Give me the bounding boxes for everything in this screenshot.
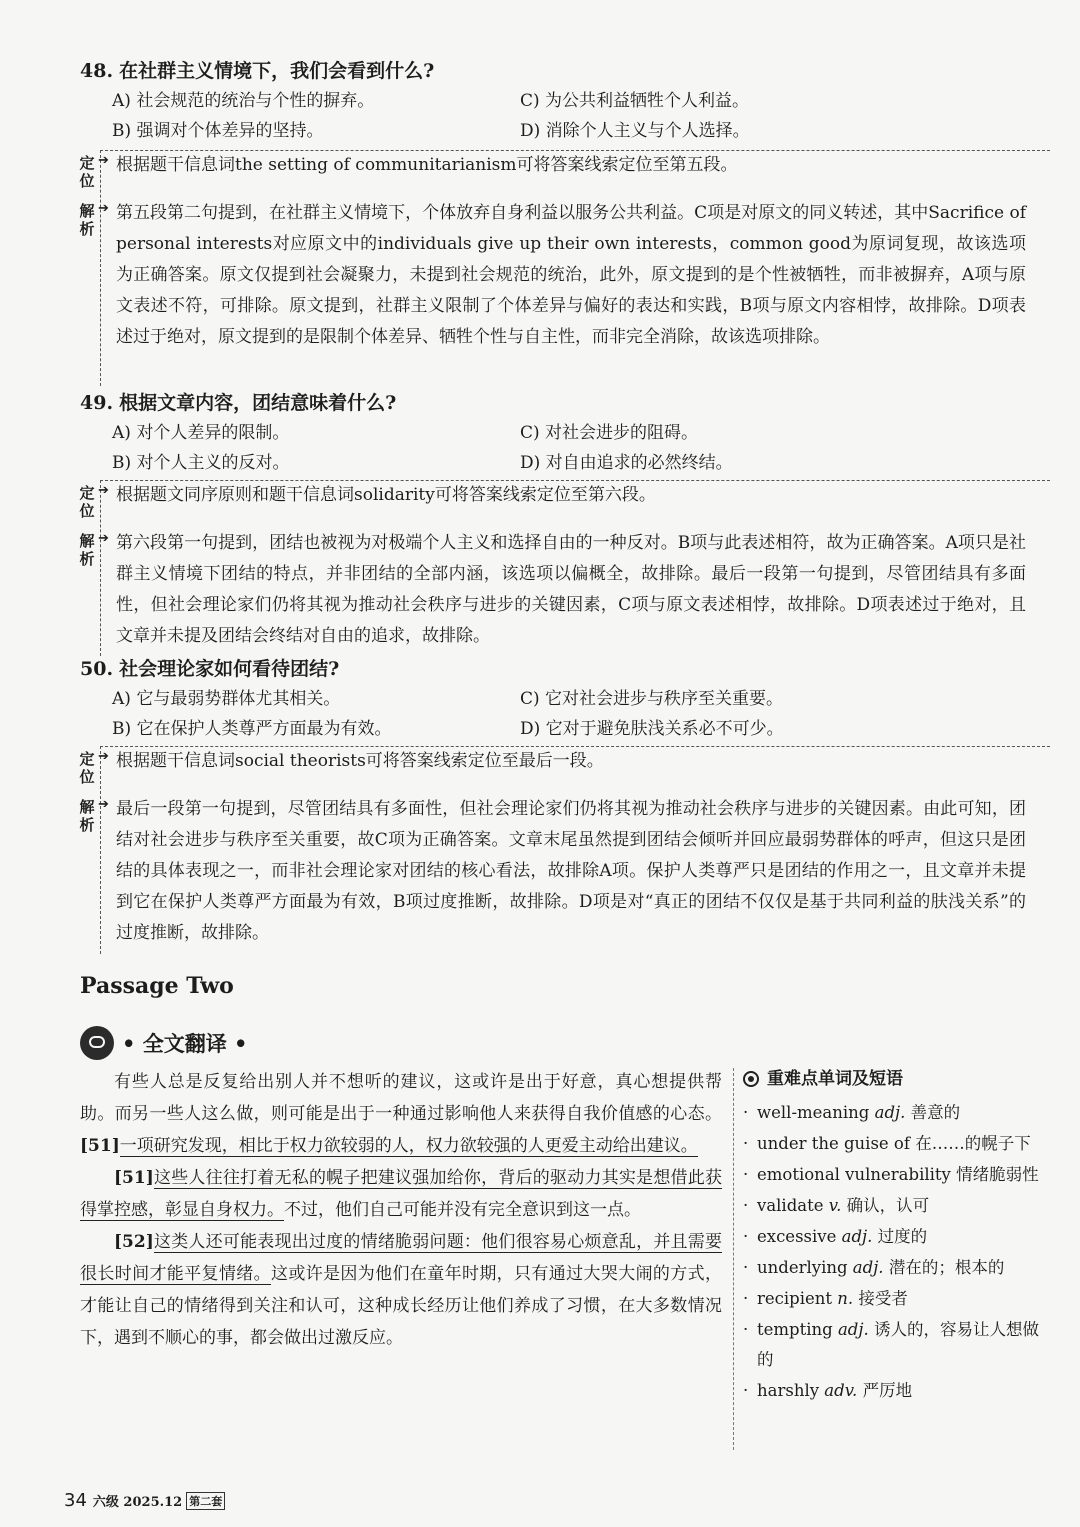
divider [100,746,101,954]
locate-text: 根据题文同序原则和题干信息词solidarity可将答案线索定位至第六段。 [116,485,656,505]
page-footer [64,1490,225,1511]
option-a: A) 对个人差异的限制。 [112,423,290,443]
question-49 [80,390,1030,476]
vocab-title: 重难点单词及短语 [767,1069,903,1089]
vocab-item: · tempting adj. 诱人的，容易让人想做的 [743,1315,1043,1375]
option-d: D) 它对于避免肤浅关系必不可少。 [520,719,784,739]
option-c: C) 为公共利益牺牲个人利益。 [520,91,750,111]
vocab-item: · excessive adj. 过度的 [743,1222,1043,1252]
vocab-item: · harshly adv. 严厉地 [743,1376,1043,1406]
arrow-icon: ➔ [98,531,109,546]
translation-paragraph: 有些人总是反复给出别人并不想听的建议，这或许是出于好意，真心想提供帮助。而另一些人这么做，则可能是出于一种通过影响他人来获得自我价值感的心态。[51]一项研究发现，相比于权力欲较弱的人，权力欲较强的人更爱主动给出建议。 [80,1072,722,1156]
locate-tag: 定 位 [79,484,95,520]
analysis-text: 最后一段第一句提到，尽管团结具有多面性，但社会理论家们仍将其视为推动社会秩序与进步的关键因素。由此可知，团结对社会进步与秩序至关重要，故C项为正确答案。文章末尾虽然提到团结会倾听并回应最弱势群体的呼声，但这只是团结的具体表现之一，而非社会理论家对团结的核心看法，故排除A项。保护人类尊严只是团结的作用之一，且文章并未提到它在保护人类尊严方面最为有效，B项过度推断，故排除。D项是对“真正的团结不仅仅是基于共同利益的肤浅关系”的过度推断，故排除。 [116,799,1026,943]
locate-text: 根据题干信息词social theorists可将答案线索定位至最后一段。 [116,751,604,771]
vocab-item: · under the guise of 在……的幌子下 [743,1129,1043,1159]
question-text: 社会理论家如何看待团结? [119,658,340,680]
vocab-header [743,1066,1043,1092]
analysis-tag: 解 析 [79,532,95,568]
set-label: 第二套 [186,1492,225,1510]
arrow-icon: ➔ [98,201,109,216]
arrow-icon: ➔ [98,749,109,764]
section-label: • 全文翻译 • [122,1031,248,1056]
analysis-tag: 解 析 [79,798,95,834]
question-50 [80,656,1030,742]
option-b: B) 强调对个体差异的坚持。 [112,121,324,141]
analysis-text: 第六段第一句提到，团结也被视为对极端个人主义和选择自由的一种反对。B项与此表述相符，故为正确答案。A项只是社群主义情境下团结的特点，并非团结的全部内涵，该选项以偏概全，故排除。最后一段第一句提到，尽管团结具有多面性，但社会理论家们仍将其视为推动社会秩序与进步的关键因素，C项与原文表述相悖，故排除。D项表述过于绝对，且文章并未提及团结会终结对自由的追求，故排除。 [116,533,1026,646]
question-marker: [51] [114,1168,154,1188]
vocab-item: · well-meaning adj. 善意的 [743,1098,1043,1128]
vocab-item: · underlying adj. 潜在的；根本的 [743,1253,1043,1283]
locate-tag: 定 位 [79,154,95,190]
question-number: 49. [80,392,114,414]
vocab-list [743,1098,1043,1406]
option-a: A) 社会规范的统治与个性的摒弃。 [112,91,375,111]
vocab-box [743,1066,1043,1407]
arrow-icon: ➔ [98,153,109,168]
question-text: 在社群主义情境下，我们会看到什么? [119,60,435,82]
underlined-text: 这些人往往打着无私的幌子把建议强加给你，背后的驱动力其实是想借此获得掌控感，彰显自身权力。 [80,1168,722,1220]
question-title [80,656,1030,682]
arrow-icon: ➔ [98,483,109,498]
underlined-text: 这类人还可能表现出过度的情绪脆弱问题：他们很容易心烦意乱，并且需要很长时间才能平复情绪。 [80,1232,722,1284]
option-d: D) 对自由追求的必然终结。 [520,453,733,473]
translation-paragraph: [52]这类人还可能表现出过度的情绪脆弱问题：他们很容易心烦意乱，并且需要很长时间才能平复情绪。这或许是因为他们在童年时期，只有通过大哭大闹的方式，才能让自己的情绪得到关注和认可，这种成长经历让他们养成了习惯，在大多数情况下，遇到不顺心的事，都会做出过激反应。 [80,1232,723,1348]
vocab-item: · validate v. 确认，认可 [743,1191,1043,1221]
options [112,686,1030,742]
translation [80,1066,722,1354]
option-b: B) 对个人主义的反对。 [112,453,290,473]
question-marker: [52] [114,1232,154,1252]
vocab-item: · recipient n. 接受者 [743,1284,1043,1314]
locate-text: 根据题干信息词the setting of communitarianism可将答案线索定位至第五段。 [116,155,738,175]
options [112,88,1030,144]
question-48 [80,58,1030,144]
option-b: B) 它在保护人类尊严方面最为有效。 [112,719,392,739]
option-c: C) 它对社会进步与秩序至关重要。 [520,689,784,709]
option-c: C) 对社会进步的阻碍。 [520,423,699,443]
locate-tag: 定 位 [79,750,95,786]
target-icon [743,1071,759,1087]
options [112,420,1030,476]
chat-bubble-icon [80,1026,114,1060]
passage-title: Passage Two [80,973,234,999]
divider [733,1068,734,1450]
question-number: 50. [80,658,114,680]
arrow-icon: ➔ [98,797,109,812]
divider [100,480,101,656]
analysis-block-48 [78,150,1028,386]
option-a: A) 它与最弱势群体尤其相关。 [112,689,341,709]
question-text: 根据文章内容，团结意味着什么? [119,392,397,414]
page-number: 34 [64,1490,87,1511]
question-number: 48. [80,60,114,82]
analysis-tag: 解 析 [79,202,95,238]
analysis-block-49 [78,480,1028,656]
section-header [80,1026,247,1060]
translation-paragraph: [51]这些人往往打着无私的幌子把建议强加给你，背后的驱动力其实是想借此获得掌控感，彰显自身权力。不过，他们自己可能并没有完全意识到这一点。 [80,1168,722,1220]
question-title [80,390,1030,416]
divider [100,150,101,386]
question-title [80,58,1030,84]
question-marker: [51] [80,1136,120,1156]
analysis-block-50 [78,746,1028,954]
underlined-text: 一项研究发现，相比于权力欲较弱的人，权力欲较强的人更爱主动给出建议。 [119,1136,698,1156]
issue-label: 六级 2025.12 [92,1495,183,1510]
analysis-text: 第五段第二句提到，在社群主义情境下，个体放弃自身利益以服务公共利益。C项是对原文的同义转述，其中Sacrifice of personal interests对应原文中的individuals give up their own interests，common good为原词复现，故该选项为正确答案。原文仅提到社会凝聚力，未提到社会规范的统治，此外，原文提到的是个性被牺牲，而非被摒弃，A项与原文表述不符，可排除。原文提到，社群主义限制了个体差异与偏好的表达和实践，B项与原文内容相悖，故排除。D项表述过于绝对，原文提到的是限制个体差异、牺牲个性与自主性，而非完全消除，故该选项排除。 [116,203,1026,347]
vocab-item: · emotional vulnerability 情绪脆弱性 [743,1160,1043,1190]
option-d: D) 消除个人主义与个人选择。 [520,121,750,141]
